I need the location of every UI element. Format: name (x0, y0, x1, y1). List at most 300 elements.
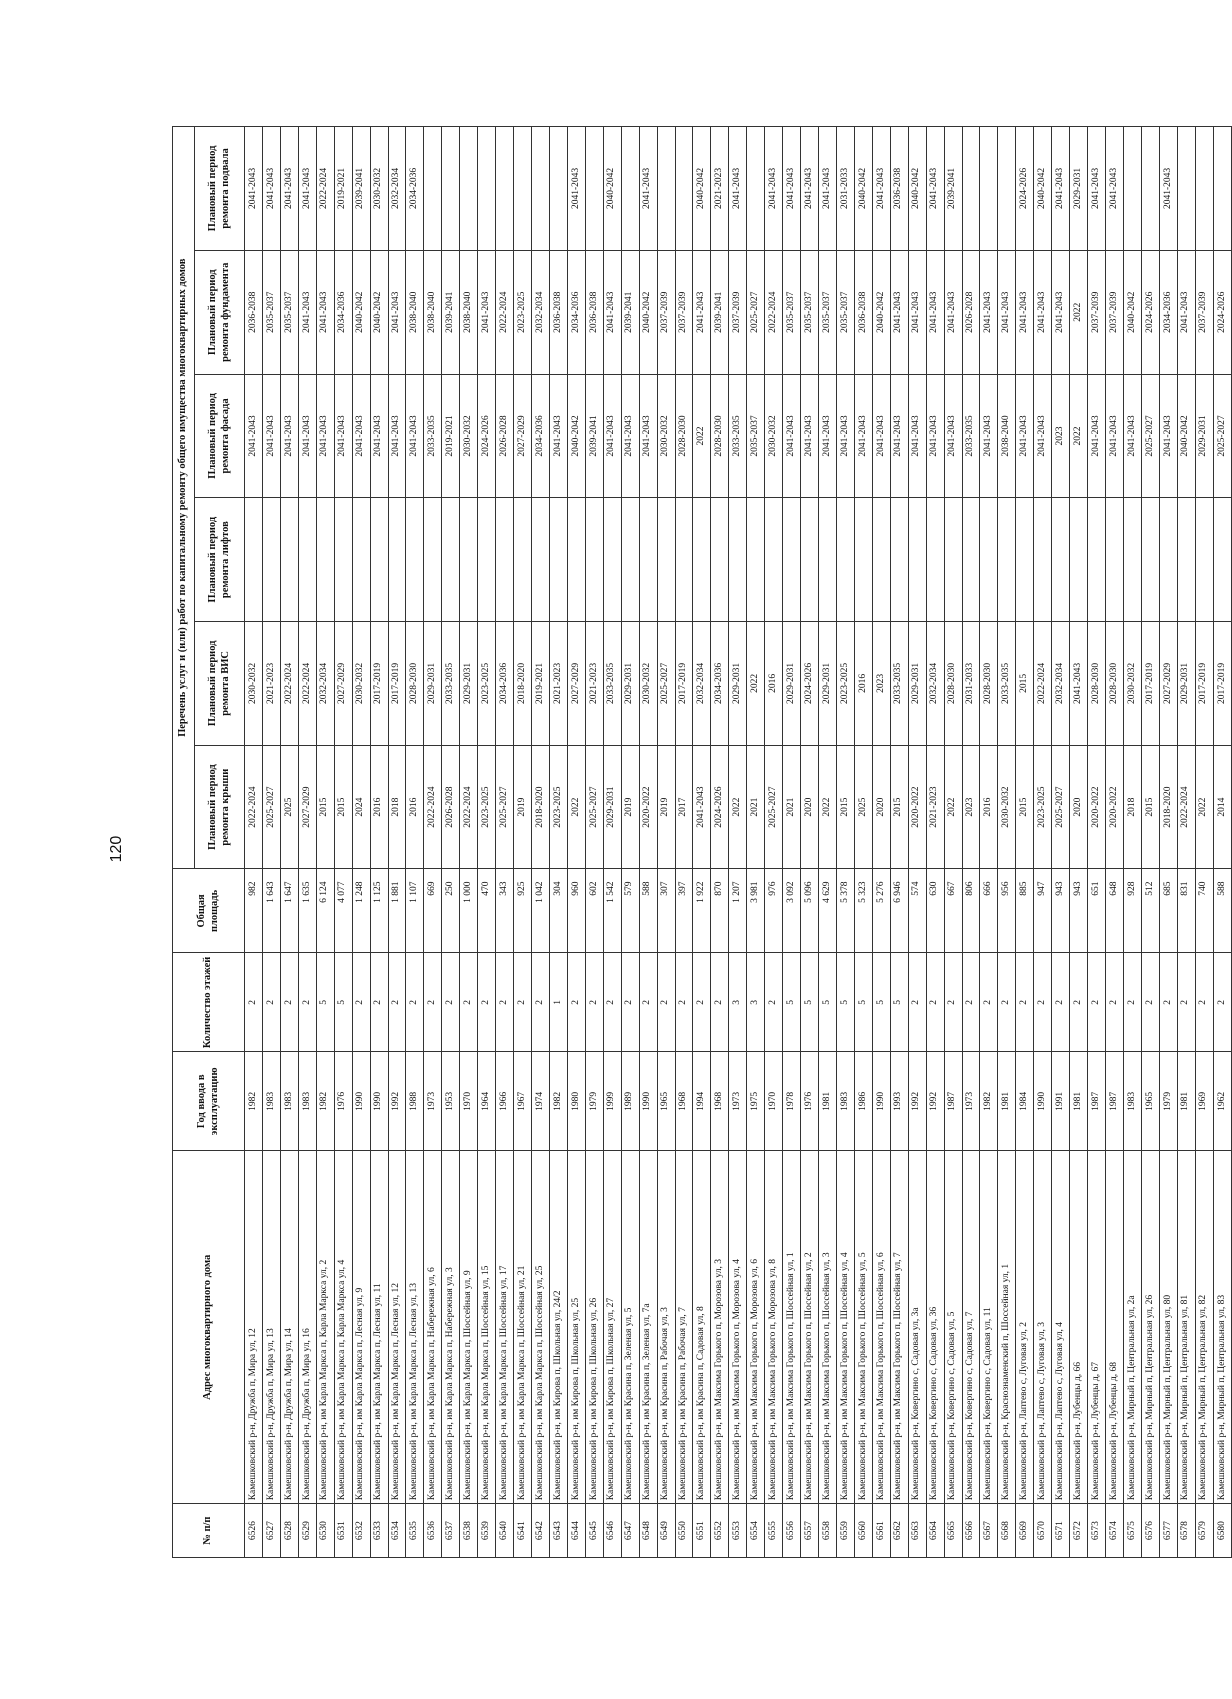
year-cell: 1983 (262, 1052, 280, 1151)
year-cell: 1982 (316, 1052, 334, 1151)
vis-cell: 2016 (854, 622, 872, 746)
basement-cell: 2039-2041 (944, 127, 962, 251)
floors-cell: 2 (460, 953, 478, 1052)
lift-cell (890, 498, 908, 622)
lift-cell (1106, 498, 1124, 622)
table-row (675, 127, 693, 1558)
year-cell: 1990 (872, 1052, 890, 1151)
foundation-cell: 2035-2037 (836, 250, 854, 374)
vis-cell: 2032-2034 (693, 622, 711, 746)
basement-cell: 2041-2043 (801, 127, 819, 251)
lift-cell (1123, 498, 1141, 622)
area-cell: 1 647 (280, 869, 298, 953)
basement-cell: 2034-2036 (406, 127, 424, 251)
num-cell: 6527 (262, 1504, 280, 1558)
year-cell: 1980 (567, 1052, 585, 1151)
vis-cell: 2030-2032 (352, 622, 370, 746)
table-row (567, 127, 585, 1558)
address-cell: Камешковский р-н, Мирный п, Центральная ул, 81 (1177, 1151, 1195, 1504)
foundation-cell: 2041-2043 (944, 250, 962, 374)
lift-cell (370, 498, 388, 622)
basement-cell (549, 127, 567, 251)
basement-cell (460, 127, 478, 251)
foundation-cell: 2022 (1070, 250, 1088, 374)
basement-cell: 2041-2043 (926, 127, 944, 251)
area-cell: 651 (1088, 869, 1106, 953)
roof-cell: 2015 (1016, 745, 1034, 869)
foundation-cell: 2041-2043 (603, 250, 621, 374)
area-cell: 806 (962, 869, 980, 953)
address-cell: Камешковский р-н, Лубенцы д, 68 (1106, 1151, 1124, 1504)
foundation-cell: 2041-2043 (298, 250, 316, 374)
num-cell: 6566 (962, 1504, 980, 1558)
area-cell: 960 (567, 869, 585, 953)
facade-cell: 2027-2029 (514, 374, 532, 498)
year-cell: 1991 (1052, 1052, 1070, 1151)
table-row (747, 127, 765, 1558)
num-cell: 6540 (496, 1504, 514, 1558)
table-row (657, 127, 675, 1558)
table-row (478, 127, 496, 1558)
num-cell: 6536 (424, 1504, 442, 1558)
roof-cell: 2025-2027 (585, 745, 603, 869)
year-cell: 1990 (352, 1052, 370, 1151)
floors-cell: 2 (962, 953, 980, 1052)
foundation-cell: 2037-2039 (1195, 250, 1213, 374)
facade-cell: 2041-2043 (1106, 374, 1124, 498)
roof-cell: 2014 (1213, 745, 1231, 869)
year-cell: 1981 (819, 1052, 837, 1151)
roof-cell: 2015 (334, 745, 352, 869)
year-cell: 1987 (1106, 1052, 1124, 1151)
address-cell: Камешковский р-н, им Максима Горького п, Морозова ул, 8 (765, 1151, 783, 1504)
facade-cell: 2040-2042 (567, 374, 585, 498)
vis-cell: 2029-2031 (729, 622, 747, 746)
basement-cell (1177, 127, 1195, 251)
num-cell: 6543 (549, 1504, 567, 1558)
roof-cell: 2020 (801, 745, 819, 869)
lift-cell (478, 498, 496, 622)
basement-cell (1213, 127, 1231, 251)
address-cell: Камешковский р-н, им Карла Маркса п, Шоссейная ул, 17 (496, 1151, 514, 1504)
vis-cell: 2027-2029 (1159, 622, 1177, 746)
year-cell: 1990 (639, 1052, 657, 1151)
facade-cell: 2041-2043 (603, 374, 621, 498)
header-roof: Плановый период ремонта крыши (195, 745, 245, 869)
vis-cell: 2031-2033 (962, 622, 980, 746)
floors-cell: 2 (532, 953, 550, 1052)
year-cell: 1993 (890, 1052, 908, 1151)
facade-cell: 2026-2028 (496, 374, 514, 498)
floors-cell: 2 (980, 953, 998, 1052)
num-cell: 6560 (854, 1504, 872, 1558)
area-cell: 6 946 (890, 869, 908, 953)
address-cell: Камешковский р-н, им Кирова п, Школьная ул, 27 (603, 1151, 621, 1504)
year-cell: 1976 (801, 1052, 819, 1151)
roof-cell: 2023 (962, 745, 980, 869)
year-cell: 1982 (549, 1052, 567, 1151)
vis-cell: 2017-2019 (675, 622, 693, 746)
roof-cell: 2015 (890, 745, 908, 869)
vis-cell: 2033-2035 (442, 622, 460, 746)
foundation-cell: 2041-2043 (1052, 250, 1070, 374)
area-cell: 397 (675, 869, 693, 953)
area-cell: 574 (908, 869, 926, 953)
area-cell: 6 124 (316, 869, 334, 953)
foundation-cell: 2041-2043 (693, 250, 711, 374)
table-row (280, 127, 298, 1558)
area-cell: 4 077 (334, 869, 352, 953)
facade-cell: 2041-2043 (890, 374, 908, 498)
num-cell: 6531 (334, 1504, 352, 1558)
facade-cell: 2041-2043 (872, 374, 890, 498)
vis-cell: 2028-2030 (1088, 622, 1106, 746)
basement-cell: 2041-2043 (819, 127, 837, 251)
year-cell: 1974 (532, 1052, 550, 1151)
lift-cell (514, 498, 532, 622)
foundation-cell: 2025-2027 (747, 250, 765, 374)
address-cell: Камешковский р-н, им Максима Горького п, Шоссейная ул, 2 (801, 1151, 819, 1504)
table-row (406, 127, 424, 1558)
basement-cell: 2041-2043 (1106, 127, 1124, 251)
basement-cell (442, 127, 460, 251)
address-cell: Камешковский р-н, им Максима Горького п, Шоссейная ул, 5 (854, 1151, 872, 1504)
roof-cell: 2017 (675, 745, 693, 869)
basement-cell: 2041-2043 (280, 127, 298, 251)
basement-cell: 2041-2043 (639, 127, 657, 251)
table-row (836, 127, 854, 1558)
area-cell: 307 (657, 869, 675, 953)
roof-cell: 2025 (854, 745, 872, 869)
basement-cell: 2040-2042 (854, 127, 872, 251)
facade-cell: 2030-2032 (765, 374, 783, 498)
floors-cell: 2 (639, 953, 657, 1052)
floors-cell: 2 (370, 953, 388, 1052)
facade-cell: 2025-2027 (1141, 374, 1159, 498)
facade-cell: 2041-2043 (1159, 374, 1177, 498)
num-cell: 6528 (280, 1504, 298, 1558)
basement-cell: 2019-2021 (334, 127, 352, 251)
lift-cell (442, 498, 460, 622)
num-cell: 6558 (819, 1504, 837, 1558)
foundation-cell: 2041-2043 (1016, 250, 1034, 374)
year-cell: 1994 (693, 1052, 711, 1151)
num-cell: 6552 (711, 1504, 729, 1558)
num-cell: 6530 (316, 1504, 334, 1558)
foundation-cell: 2024-2026 (1213, 250, 1231, 374)
foundation-cell: 2035-2037 (801, 250, 819, 374)
header-address: Адрес многоквартирного дома (173, 1151, 245, 1504)
foundation-cell: 2039-2041 (711, 250, 729, 374)
address-cell: Камешковский р-н, им Максима Горького п, Морозова ул, 3 (711, 1151, 729, 1504)
facade-cell: 2030-2032 (657, 374, 675, 498)
foundation-cell: 2036-2038 (549, 250, 567, 374)
year-cell: 1984 (1016, 1052, 1034, 1151)
facade-cell: 2035-2037 (747, 374, 765, 498)
year-cell: 1992 (388, 1052, 406, 1151)
year-cell: 1987 (944, 1052, 962, 1151)
basement-cell: 2040-2042 (908, 127, 926, 251)
foundation-cell: 2041-2043 (926, 250, 944, 374)
basement-cell (675, 127, 693, 251)
num-cell: 6565 (944, 1504, 962, 1558)
address-cell: Камешковский р-н, Лубенцы д, 67 (1088, 1151, 1106, 1504)
year-cell: 1970 (460, 1052, 478, 1151)
lift-cell (245, 498, 263, 622)
area-cell: 956 (998, 869, 1016, 953)
address-cell: Камешковский р-н, им Кирова п, Школьная ул, 26 (585, 1151, 603, 1504)
header-vis: Плановый период ремонта ВИС (195, 622, 245, 746)
year-cell: 1981 (1070, 1052, 1088, 1151)
vis-cell: 2022-2024 (280, 622, 298, 746)
foundation-cell: 2034-2036 (1159, 250, 1177, 374)
basement-cell (998, 127, 1016, 251)
num-cell: 6567 (980, 1504, 998, 1558)
vis-cell: 2016 (765, 622, 783, 746)
vis-cell: 2032-2034 (316, 622, 334, 746)
vis-cell: 2018-2020 (514, 622, 532, 746)
foundation-cell: 2037-2039 (675, 250, 693, 374)
basement-cell: 2040-2042 (1034, 127, 1052, 251)
vis-cell: 2027-2029 (334, 622, 352, 746)
lift-cell (1088, 498, 1106, 622)
num-cell: 6557 (801, 1504, 819, 1558)
vis-cell: 2041-2043 (1070, 622, 1088, 746)
vis-cell: 2017-2019 (1141, 622, 1159, 746)
basement-cell: 2024-2026 (1016, 127, 1034, 251)
facade-cell: 2041-2043 (854, 374, 872, 498)
floors-cell: 2 (908, 953, 926, 1052)
foundation-cell: 2041-2043 (1034, 250, 1052, 374)
year-cell: 1964 (478, 1052, 496, 1151)
num-cell: 6576 (1141, 1504, 1159, 1558)
table-row (549, 127, 567, 1558)
roof-cell: 2020-2022 (1088, 745, 1106, 869)
facade-cell: 2041-2043 (245, 374, 263, 498)
table-row (908, 127, 926, 1558)
facade-cell: 2041-2043 (1016, 374, 1034, 498)
address-cell: Камешковский р-н, Мирный п, Центральная ул, 80 (1159, 1151, 1177, 1504)
roof-cell: 2025 (280, 745, 298, 869)
num-cell: 6555 (765, 1504, 783, 1558)
basement-cell (1123, 127, 1141, 251)
basement-cell: 2040-2042 (603, 127, 621, 251)
header-year: Год ввода в эксплуатацию (173, 1052, 245, 1151)
address-cell: Камешковский р-н, им Кирова п, Школьная ул, 24/2 (549, 1151, 567, 1504)
vis-cell: 2030-2032 (245, 622, 263, 746)
num-cell: 6526 (245, 1504, 263, 1558)
foundation-cell: 2041-2043 (890, 250, 908, 374)
lift-cell (603, 498, 621, 622)
lift-cell (334, 498, 352, 622)
address-cell: Камешковский р-н, Краснознаменский п, Шоссейная ул, 1 (998, 1151, 1016, 1504)
year-cell: 1970 (765, 1052, 783, 1151)
year-cell: 1966 (496, 1052, 514, 1151)
year-cell: 1965 (657, 1052, 675, 1151)
roof-cell: 2022 (729, 745, 747, 869)
table-row (1141, 127, 1159, 1558)
table-row (1052, 127, 1070, 1558)
header-foundation: Плановый период ремонта фундамента (195, 250, 245, 374)
address-cell: Камешковский р-н, им Карла Маркса п, Карла Маркса ул, 4 (334, 1151, 352, 1504)
vis-cell: 2033-2035 (998, 622, 1016, 746)
num-cell: 6575 (1123, 1504, 1141, 1558)
vis-cell: 2027-2029 (567, 622, 585, 746)
floors-cell: 2 (262, 953, 280, 1052)
vis-cell: 2021-2023 (549, 622, 567, 746)
foundation-cell: 2024-2026 (1141, 250, 1159, 374)
roof-cell: 2022-2024 (245, 745, 263, 869)
foundation-cell: 2040-2042 (370, 250, 388, 374)
address-cell: Камешковский р-н, Дружба п, Мира ул, 13 (262, 1151, 280, 1504)
basement-cell: 2041-2043 (729, 127, 747, 251)
facade-cell: 2033-2035 (962, 374, 980, 498)
facade-cell: 2041-2043 (836, 374, 854, 498)
rotated-table-container (172, 126, 1232, 1558)
table-row (980, 127, 998, 1558)
floors-cell: 2 (603, 953, 621, 1052)
num-cell: 6534 (388, 1504, 406, 1558)
area-cell: 870 (711, 869, 729, 953)
roof-cell: 2041-2043 (693, 745, 711, 869)
roof-cell: 2020-2022 (639, 745, 657, 869)
foundation-cell: 2039-2041 (621, 250, 639, 374)
year-cell: 1986 (854, 1052, 872, 1151)
floors-cell: 2 (585, 953, 603, 1052)
floors-cell: 2 (1195, 953, 1213, 1052)
facade-cell: 2025-2027 (1213, 374, 1231, 498)
lift-cell (424, 498, 442, 622)
basement-cell: 2031-2033 (836, 127, 854, 251)
num-cell: 6568 (998, 1504, 1016, 1558)
roof-cell: 2020-2022 (1106, 745, 1124, 869)
lift-cell (262, 498, 280, 622)
table-row (765, 127, 783, 1558)
facade-cell: 2039-2041 (585, 374, 603, 498)
vis-cell: 2017-2019 (370, 622, 388, 746)
address-cell: Камешковский р-н, Дружба п, Мира ул, 16 (298, 1151, 316, 1504)
facade-cell: 2041-2043 (783, 374, 801, 498)
basement-cell: 2036-2038 (890, 127, 908, 251)
facade-cell: 2041-2043 (1088, 374, 1106, 498)
area-cell: 304 (549, 869, 567, 953)
year-cell: 1953 (442, 1052, 460, 1151)
area-cell: 3 092 (783, 869, 801, 953)
lift-cell (1016, 498, 1034, 622)
floors-cell: 2 (621, 953, 639, 1052)
lift-cell (1052, 498, 1070, 622)
table-row (298, 127, 316, 1558)
foundation-cell: 2034-2036 (567, 250, 585, 374)
facade-cell: 2041-2043 (1123, 374, 1141, 498)
basement-cell: 2039-2041 (352, 127, 370, 251)
roof-cell: 2019 (514, 745, 532, 869)
vis-cell: 2023 (872, 622, 890, 746)
vis-cell: 2032-2034 (1052, 622, 1070, 746)
area-cell: 925 (514, 869, 532, 953)
table-row (890, 127, 908, 1558)
roof-cell: 2023-2025 (549, 745, 567, 869)
area-cell: 470 (478, 869, 496, 953)
foundation-cell: 2038-2040 (406, 250, 424, 374)
basement-cell: 2021-2023 (711, 127, 729, 251)
foundation-cell: 2039-2041 (442, 250, 460, 374)
basement-cell: 2041-2043 (1088, 127, 1106, 251)
area-cell: 250 (442, 869, 460, 953)
roof-cell: 2018-2020 (1159, 745, 1177, 869)
address-cell: Камешковский р-н, Ковергино с, Садовая ул, 7 (962, 1151, 980, 1504)
table-row (693, 127, 711, 1558)
foundation-cell: 2041-2043 (998, 250, 1016, 374)
table-row (1213, 127, 1231, 1558)
basement-cell (962, 127, 980, 251)
facade-cell: 2033-2035 (729, 374, 747, 498)
facade-cell: 2041-2043 (280, 374, 298, 498)
area-cell: 579 (621, 869, 639, 953)
num-cell: 6580 (1213, 1504, 1231, 1558)
year-cell: 1999 (603, 1052, 621, 1151)
foundation-cell: 2038-2040 (424, 250, 442, 374)
vis-cell: 2029-2031 (1177, 622, 1195, 746)
roof-cell: 2016 (406, 745, 424, 869)
table-row (1070, 127, 1088, 1558)
address-cell: Камешковский р-н, им Максима Горького п, Морозова ул, 4 (729, 1151, 747, 1504)
address-cell: Камешковский р-н, Лаптево с, Луговая ул, 4 (1052, 1151, 1070, 1504)
table-row (1034, 127, 1052, 1558)
address-cell: Камешковский р-н, Мирный п, Центральная ул, 83 (1213, 1151, 1231, 1504)
basement-cell (980, 127, 998, 251)
floors-cell: 2 (657, 953, 675, 1052)
floors-cell: 2 (298, 953, 316, 1052)
table-row (854, 127, 872, 1558)
facade-cell: 2030-2032 (460, 374, 478, 498)
foundation-cell: 2041-2043 (908, 250, 926, 374)
floors-cell: 2 (1213, 953, 1231, 1052)
roof-cell: 2016 (370, 745, 388, 869)
capital-repair-table (172, 126, 1232, 1558)
basement-cell: 2041-2043 (1052, 127, 1070, 251)
year-cell: 1978 (783, 1052, 801, 1151)
table-row (1123, 127, 1141, 1558)
year-cell: 1973 (424, 1052, 442, 1151)
vis-cell: 2029-2031 (460, 622, 478, 746)
roof-cell: 2019 (657, 745, 675, 869)
table-row (872, 127, 890, 1558)
floors-cell: 5 (316, 953, 334, 1052)
floors-cell: 3 (747, 953, 765, 1052)
roof-cell: 2030-2032 (998, 745, 1016, 869)
vis-cell: 2028-2030 (944, 622, 962, 746)
lift-cell (549, 498, 567, 622)
foundation-cell: 2036-2038 (585, 250, 603, 374)
num-cell: 6571 (1052, 1504, 1070, 1558)
area-cell: 588 (1213, 869, 1231, 953)
floors-cell: 2 (1034, 953, 1052, 1052)
area-cell: 1 248 (352, 869, 370, 953)
vis-cell: 2019-2021 (532, 622, 550, 746)
num-cell: 6542 (532, 1504, 550, 1558)
lift-cell (675, 498, 693, 622)
num-cell: 6569 (1016, 1504, 1034, 1558)
lift-cell (801, 498, 819, 622)
foundation-cell: 2022-2024 (765, 250, 783, 374)
year-cell: 1979 (585, 1052, 603, 1151)
floors-cell: 2 (693, 953, 711, 1052)
facade-cell: 2038-2040 (998, 374, 1016, 498)
facade-cell: 2028-2030 (675, 374, 693, 498)
num-cell: 6554 (747, 1504, 765, 1558)
address-cell: Камешковский р-н, Лаптево с, Луговая ул, 2 (1016, 1151, 1034, 1504)
